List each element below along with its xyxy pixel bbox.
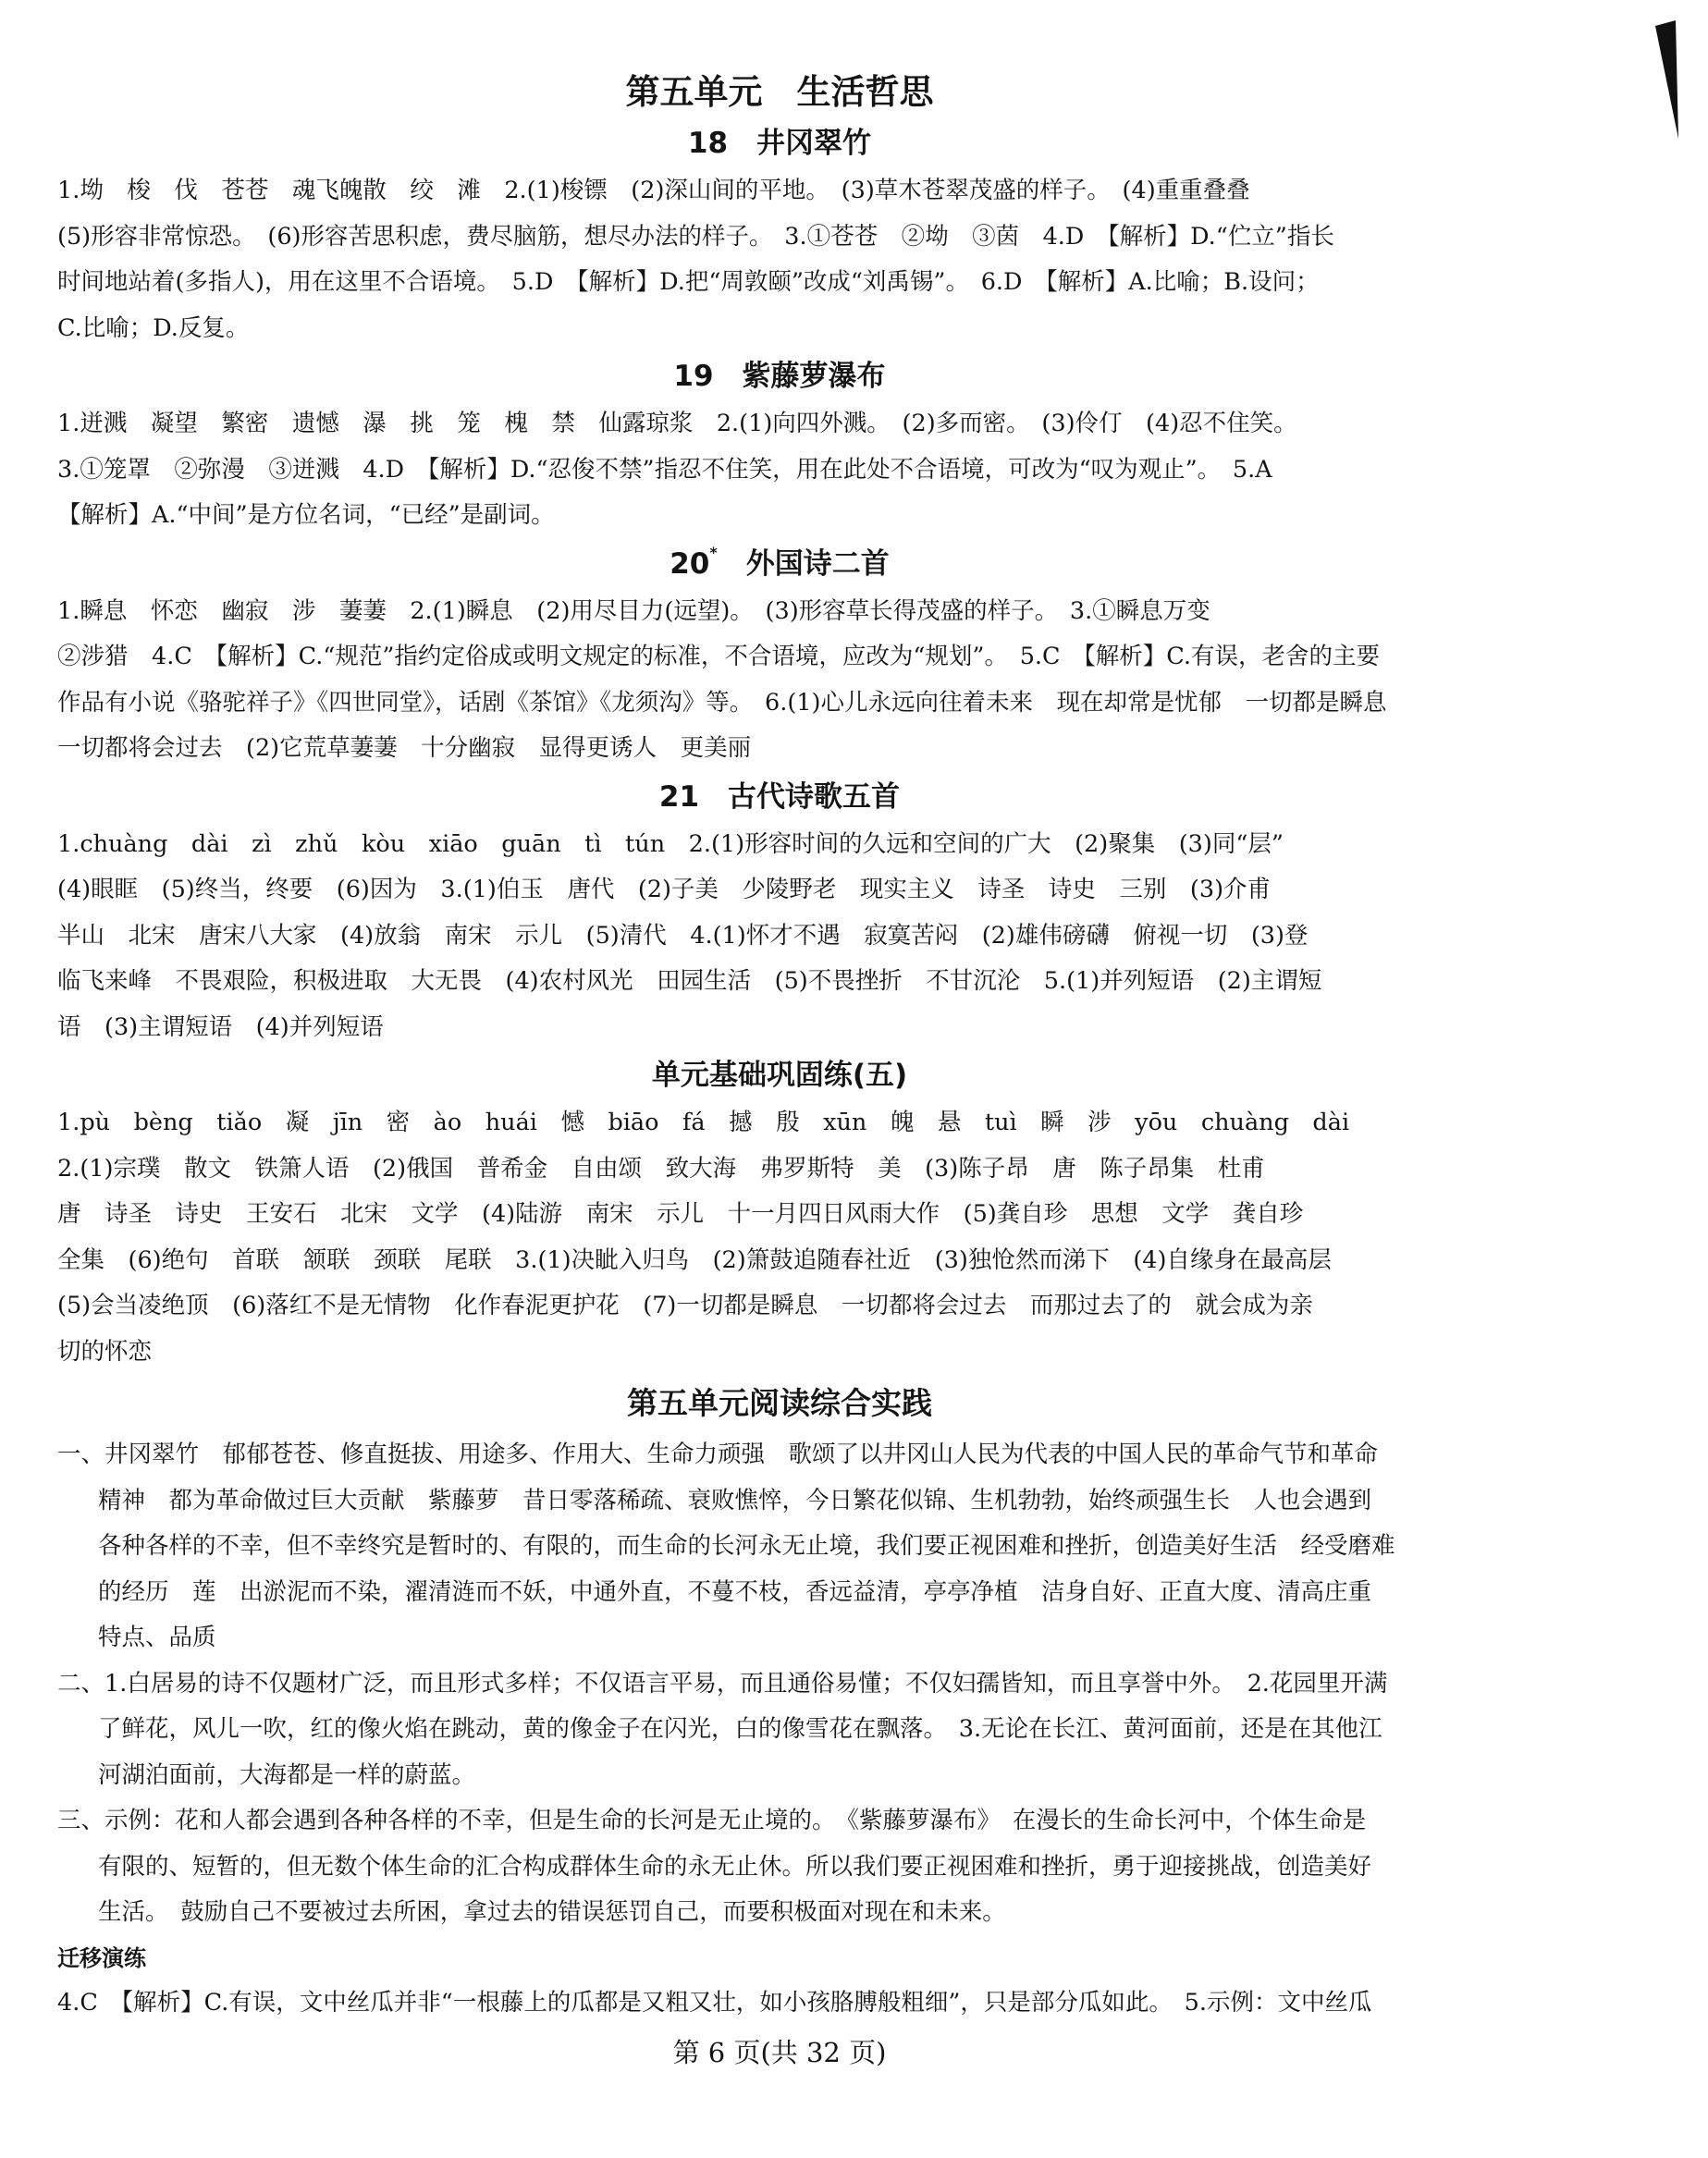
answer-line: 有限的、短暂的，但无数个体生命的汇合构成群体生命的永无止休。所以我们要正视困难和挫折，勇于迎接挑战，创造美好: [98, 1852, 1372, 1881]
answer-line: 语 (3)主谓短语 (4)并列短语: [57, 1012, 384, 1041]
section-21: [57, 772, 1502, 1051]
answer-line: 特点、品质: [98, 1624, 216, 1651]
answer-line: 二、1.白居易的诗不仅题材广泛，而且形式多样；不仅语言平易，而且通俗易懂；不仅妇孺皆知，而且享誉中外。 2.花园里开满: [57, 1669, 1388, 1698]
section-title: [57, 539, 1502, 589]
answer-line: 三、示例：花和人都会遇到各种各样的不幸，但是生命的长河是无止境的。 《紫藤萝瀑布》 在漫长的生命长河中，个体生命是: [57, 1807, 1367, 1834]
section-18: [57, 118, 1502, 351]
practice-part-three: [57, 1798, 1502, 1936]
section-title: 18 井冈翠竹: [687, 127, 872, 160]
answer-line: 1.迸溅 凝望 繁密 遗憾 瀑 挑 笼 槐 禁 仙露琼浆 2.(1)向四外溅。 (2)多而密。 (3)伶仃 (4)忍不住笑。: [57, 410, 1297, 437]
answer-line: 1.chuàng dài zì zhǔ kòu xiāo guān tì tún 2.(1)形容时间的久远和空间的广大 (2)聚集 (3)同“层”: [57, 829, 1284, 858]
answer-line: 生活。 鼓励自己不要被过去所困，拿过去的错误惩罚自己，而要积极面对现在和未来。: [98, 1898, 1006, 1926]
section-reading-practice: [57, 1375, 1502, 2026]
optional-lesson-mark: *: [709, 543, 718, 561]
practice-part-one: [57, 1432, 1502, 1661]
answer-line: 全集 (6)绝句 首联 颔联 颈联 尾联 3.(1)决眦入归鸟 (2)箫鼓追随春社近 (3)独怆然而涕下 (4)自缘身在最高层: [57, 1245, 1332, 1274]
answer-line: 河湖泊面前，大海都是一样的蔚蓝。: [98, 1760, 476, 1789]
answer-line: (4)眼眶 (5)终当，终要 (6)因为 3.(1)伯玉 唐代 (2)子美 少陵野老 现实主义 诗圣 诗史 三别 (3)介甫: [57, 876, 1272, 903]
answer-line: 切的怀恋: [57, 1337, 153, 1366]
section-19: [57, 351, 1502, 539]
section-title: 单元基础巩固练(五): [651, 1059, 908, 1092]
answer-line: 作品有小说《骆驼祥子》《四世同堂》，话剧《茶馆》《龙须沟》等。 6.(1)心儿永远向往着未来 现在却常是忧郁 一切都是瞬息: [57, 688, 1387, 717]
migration-practice-label: 迁移演练: [57, 1944, 146, 1971]
section-unit-review: [57, 1050, 1502, 1375]
unit-title: 第五单元 生活哲思: [625, 72, 934, 112]
section-title: 第五单元阅读综合实践: [627, 1385, 932, 1421]
answer-line: 1.瞬息 怀恋 幽寂 涉 萋萋 2.(1)瞬息 (2)用尽目力(远望)。 (3)形容草长得茂盛的样子。 3.①瞬息万变: [57, 596, 1210, 625]
answer-line: (5)形容非常惊恐。 (6)形容苦思积虑，费尽脑筋，想尽办法的样子。 3.①苍苍 ②坳 ③茵 4.D 【解析】D.“伫立”指长: [57, 222, 1334, 251]
section-title: 19 紫藤萝瀑布: [673, 360, 886, 393]
practice-part-two: [57, 1661, 1502, 1799]
section-number: 20: [670, 546, 710, 581]
answer-line: 3.①笼罩 ②弥漫 ③迸溅 4.D 【解析】D.“忍俊不禁”指忍不住笑，用在此处不合语境，可改为“叹为观止”。 5.A: [57, 455, 1272, 484]
answer-line: 时间地站着(多指人)，用在这里不合语境。 5.D 【解析】D.把“周敦颐”改成“刘禹锡”。 6.D 【解析】A.比喻；B.设问；: [57, 268, 1320, 296]
section-20: [57, 539, 1502, 772]
answer-line: C.比喻；D.反复。: [57, 313, 250, 342]
answer-line: (5)会当凌绝顶 (6)落红不是无情物 化作春泥更护花 (7)一切都是瞬息 一切都将会过去 而那过去了的 就会成为亲: [57, 1292, 1313, 1319]
answer-line: 的经历 莲 出淤泥而不染，濯清涟而不妖，中通外直，不蔓不枝，香远益清，亭亭净植 洁身自好、正直大度、清高庄重: [98, 1577, 1372, 1606]
answer-line: 唐 诗圣 诗史 王安石 北宋 文学 (4)陆游 南宋 示儿 十一月四日风雨大作 (5)龚自珍 思想 文学 龚自珍: [57, 1200, 1304, 1228]
answer-line: 4.C 【解析】C.有误，文中丝瓜并非“一根藤上的瓜都是又粗又壮，如小孩胳膊般粗细”，只是部分瓜如此。 5.示例：文中丝瓜: [57, 1988, 1372, 2017]
answer-line: 各种各样的不幸，但不幸终究是暂时的、有限的，而生命的长河永无止境，我们要正视困难和挫折，创造美好生活 经受磨难: [98, 1532, 1395, 1560]
answer-line: 1.pù bèng tiǎo 凝 jīn 密 ào huái 憾 biāo fá 撼 殷 xūn 魄 悬 tuì 瞬 涉 yōu chuàng dài: [57, 1109, 1350, 1136]
answer-line: 精神 都为革命做过巨大贡献 紫藤萝 昔日零落稀疏、衰败憔悴，今日繁花似锦、生机勃勃，始终顽强生长 人也会遇到: [98, 1486, 1372, 1514]
section-name: 外国诗二首: [717, 546, 890, 581]
answer-line: 临飞来峰 不畏艰险，积极进取 大无畏 (4)农村风光 田园生活 (5)不畏挫折 不甘沉沦 5.(1)并列短语 (2)主谓短: [57, 967, 1322, 995]
answer-line: 一切都将会过去 (2)它荒草萋萋 十分幽寂 显得更诱人 更美丽: [57, 734, 752, 762]
answer-line: 【解析】A.“中间”是方位名词，“已经”是副词。: [57, 501, 555, 529]
answer-line: 1.坳 梭 伐 苍苍 魂飞魄散 绞 滩 2.(1)梭镖 (2)深山间的平地。 (3)草木苍翠茂盛的样子。 (4)重重叠叠: [57, 177, 1250, 204]
answer-line: ②涉猎 4.C 【解析】C.“规范”指约定俗成或明文规定的标准，不合语境，应改为“规划”。 5.C 【解析】C.有误，老舍的主要: [57, 643, 1380, 670]
answer-line: 一、井冈翠竹 郁郁苍苍、修直挺拔、用途多、作用大、生命力顽强 歌颂了以井冈山人民为代表的中国人民的革命气节和革命: [57, 1441, 1379, 1468]
answer-line: 2.(1)宗璞 散文 铁箫人语 (2)俄国 普希金 自由颂 致大海 弗罗斯特 美 (3)陈子昂 唐 陈子昂集 杜甫: [57, 1154, 1265, 1183]
section-title: 21 古代诗歌五首: [658, 779, 901, 814]
page-number-footer: 第 6 页(共 32 页): [672, 2037, 887, 2068]
answer-line: 了鲜花，风儿一吹，红的像火焰在跳动，黄的像金子在闪光，白的像雪花在飘落。 3.无论在长江、黄河面前，还是在其他江: [98, 1715, 1382, 1743]
answer-page: [57, 67, 1502, 2076]
answer-line: 半山 北宋 唐宋八大家 (4)放翁 南宋 示儿 (5)清代 4.(1)怀才不遇 寂寞苦闷 (2)雄伟磅礴 俯视一切 (3)登: [57, 921, 1309, 950]
